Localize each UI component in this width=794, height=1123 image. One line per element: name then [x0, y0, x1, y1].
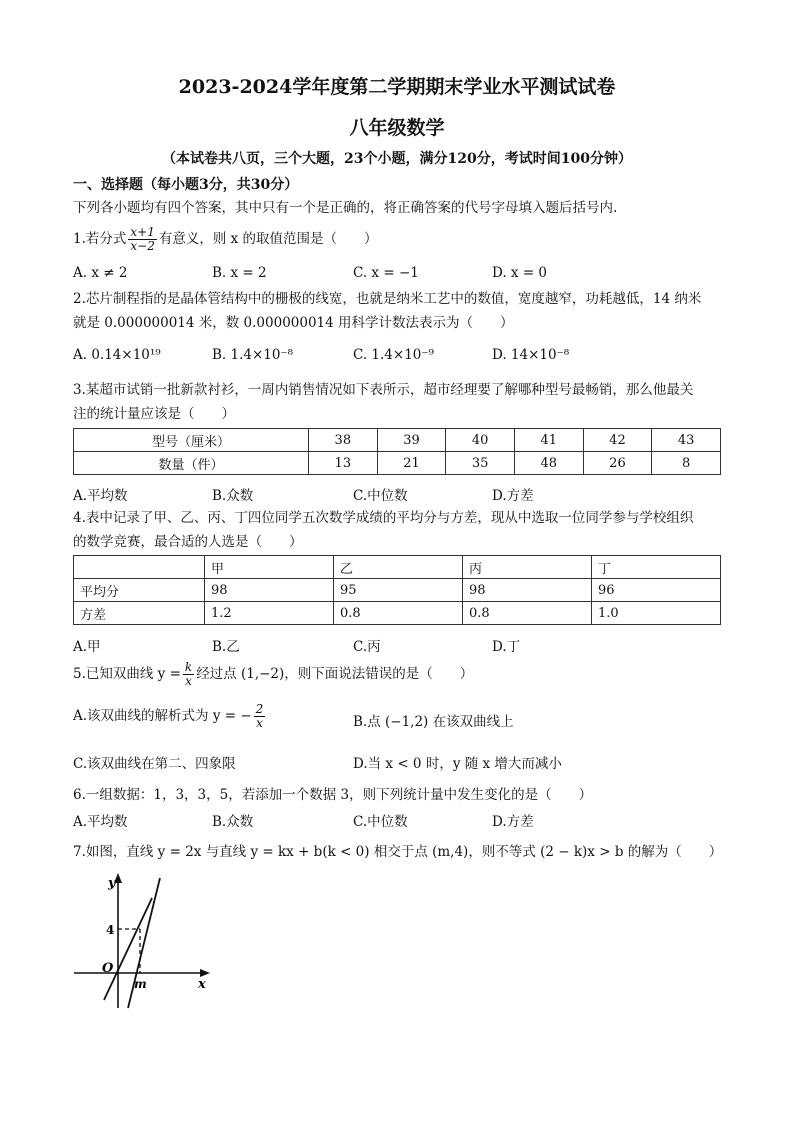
table-cell: 甲 — [205, 556, 334, 579]
table-cell: 41 — [514, 429, 583, 452]
table-cell: 42 — [583, 429, 652, 452]
question-4-line2: 的数学竞赛，最合适的人选是（ ） — [73, 534, 303, 550]
table-cell: 0.8 — [334, 602, 463, 625]
q4-table — [73, 555, 721, 625]
table-cell: 1.2 — [205, 602, 334, 625]
q5-opta-num: 2 — [255, 702, 264, 716]
table-cell: 35 — [446, 452, 515, 475]
question-4-line1: 4.表中记录了甲、乙、丙、丁四位同学五次数学成绩的平均分与方差，现从中选取一位同学参与学校组织 — [73, 510, 694, 526]
q1-option-a: A. x ≠ 2 — [73, 265, 128, 281]
q3-option-a: A.平均数 — [73, 488, 128, 504]
table-cell: 型号（厘米） — [74, 429, 309, 452]
q5-opta-den: x — [256, 716, 263, 730]
table-cell: 0.8 — [463, 602, 592, 625]
table-cell: 38 — [309, 429, 378, 452]
q2-option-d: D. 14×10⁻⁸ — [492, 347, 570, 363]
q1-fraction — [128, 226, 156, 253]
question-7: 7.如图，直线 y = 2x 与直线 y = kx + b(k < 0) 相交于点 (m,4)，则不等式 (2 − k)x > b 的解为（ ） — [73, 844, 723, 860]
table-cell: 丙 — [463, 556, 592, 579]
x-axis-label: x — [198, 977, 206, 992]
table-row — [74, 452, 721, 475]
q5-frac-num: k — [184, 660, 193, 674]
q1-frac-den: x−2 — [130, 239, 155, 253]
table-row — [74, 429, 721, 452]
q6-option-c: C.中位数 — [353, 814, 408, 830]
q2-option-a: A. 0.14×10¹⁹ — [73, 347, 161, 363]
question-2-line2: 就是 0.000000014 米，数 0.000000014 用科学计数法表示为（ ） — [73, 315, 514, 331]
table-cell: 26 — [583, 452, 652, 475]
table-cell: 8 — [652, 452, 721, 475]
table-cell: 方差 — [74, 602, 205, 625]
q1-option-c: C. x = −1 — [353, 265, 419, 281]
q3-option-c: C.中位数 — [353, 488, 408, 504]
section-heading: 一、选择题（每小题3分，共30分） — [73, 177, 299, 193]
tick-label-m: m — [134, 977, 147, 991]
q5-option-d: D.当 x < 0 时，y 随 x 增大而减小 — [353, 756, 562, 772]
table-cell: 数量（件） — [74, 452, 309, 475]
exam-subject: 八年级数学 — [349, 117, 445, 139]
table-cell: 98 — [463, 579, 592, 602]
table-cell: 13 — [309, 452, 378, 475]
table-cell: 48 — [514, 452, 583, 475]
q6-option-a: A.平均数 — [73, 814, 128, 830]
table-cell: 丁 — [592, 556, 721, 579]
question-1 — [73, 226, 378, 253]
q5-fraction — [183, 661, 194, 688]
q4-option-c: C.丙 — [353, 639, 381, 655]
question-5 — [73, 661, 473, 688]
q7-figure — [70, 868, 220, 1013]
q4-option-b: B.乙 — [212, 639, 240, 655]
table-cell: 39 — [377, 429, 446, 452]
q2-option-c: C. 1.4×10⁻⁹ — [353, 347, 434, 363]
q5-frac-den: x — [185, 674, 192, 688]
table-row — [74, 556, 721, 579]
table-row — [74, 579, 721, 602]
q6-option-d: D.方差 — [492, 814, 534, 830]
q1-text-post: 有意义，则 x 的取值范围是（ ） — [158, 231, 378, 247]
table-cell: 95 — [334, 579, 463, 602]
origin-label: O — [102, 961, 114, 976]
q3-table — [73, 428, 721, 475]
question-3-line1: 3.某超市试销一批新款衬衫，一周内销售情况如下表所示，超市经理要了解哪种型号最畅销，那么他最关 — [73, 382, 694, 398]
q4-option-a: A.甲 — [73, 639, 101, 655]
q5-text-pre: 5.已知双曲线 y = — [73, 666, 181, 682]
table-cell: 98 — [205, 579, 334, 602]
q3-option-b: B.众数 — [212, 488, 254, 504]
table-cell: 1.0 — [592, 602, 721, 625]
q1-text-pre: 1.若分式 — [73, 231, 127, 247]
q2-option-b: B. 1.4×10⁻⁸ — [212, 347, 293, 363]
section-instruction: 下列各小题均有四个答案，其中只有一个是正确的，将正确答案的代号字母填入题后括号内. — [73, 200, 618, 216]
q5-option-b: B.点 (−1,2) 在该双曲线上 — [353, 714, 514, 730]
question-2-line1: 2.芯片制程指的是晶体管结构中的栅极的线宽，也就是纳米工艺中的数值，宽度越窄，功耗越低，14 纳米 — [73, 291, 702, 307]
table-row — [74, 602, 721, 625]
table-cell — [74, 556, 205, 579]
q5-option-a-text: A.该双曲线的解析式为 y = − — [73, 708, 252, 724]
y-axis-label: y — [108, 876, 116, 891]
table-cell: 平均分 — [74, 579, 205, 602]
q5-text-post: 经过点 (1,−2)，则下面说法错误的是（ ） — [196, 666, 474, 682]
table-cell: 43 — [652, 429, 721, 452]
q3-option-d: D.方差 — [492, 488, 534, 504]
q5-option-a — [73, 703, 267, 730]
x-axis-arrow — [200, 969, 210, 977]
exam-title: 2023-2024学年度第二学期期末学业水平测试试卷 — [178, 76, 616, 98]
q1-option-b: B. x = 2 — [212, 265, 267, 281]
table-cell: 乙 — [334, 556, 463, 579]
q4-option-d: D.丁 — [492, 639, 521, 655]
question-6: 6.一组数据：1，3，3，5，若添加一个数据 3，则下列统计量中发生变化的是（ ） — [73, 787, 593, 803]
q5-option-c: C.该双曲线在第二、四象限 — [73, 756, 236, 772]
exam-note: （本试卷共八页，三个大题，23个小题，满分120分，考试时间100分钟） — [162, 151, 632, 167]
q1-frac-num: x+1 — [130, 225, 155, 239]
q6-option-b: B.众数 — [212, 814, 254, 830]
table-cell: 40 — [446, 429, 515, 452]
table-cell: 21 — [377, 452, 446, 475]
q5-option-a-fraction — [254, 703, 266, 730]
question-3-line2: 注的统计量应该是（ ） — [73, 406, 235, 422]
table-cell: 96 — [592, 579, 721, 602]
q1-option-d: D. x = 0 — [492, 265, 548, 281]
tick-label-4: 4 — [106, 923, 115, 937]
